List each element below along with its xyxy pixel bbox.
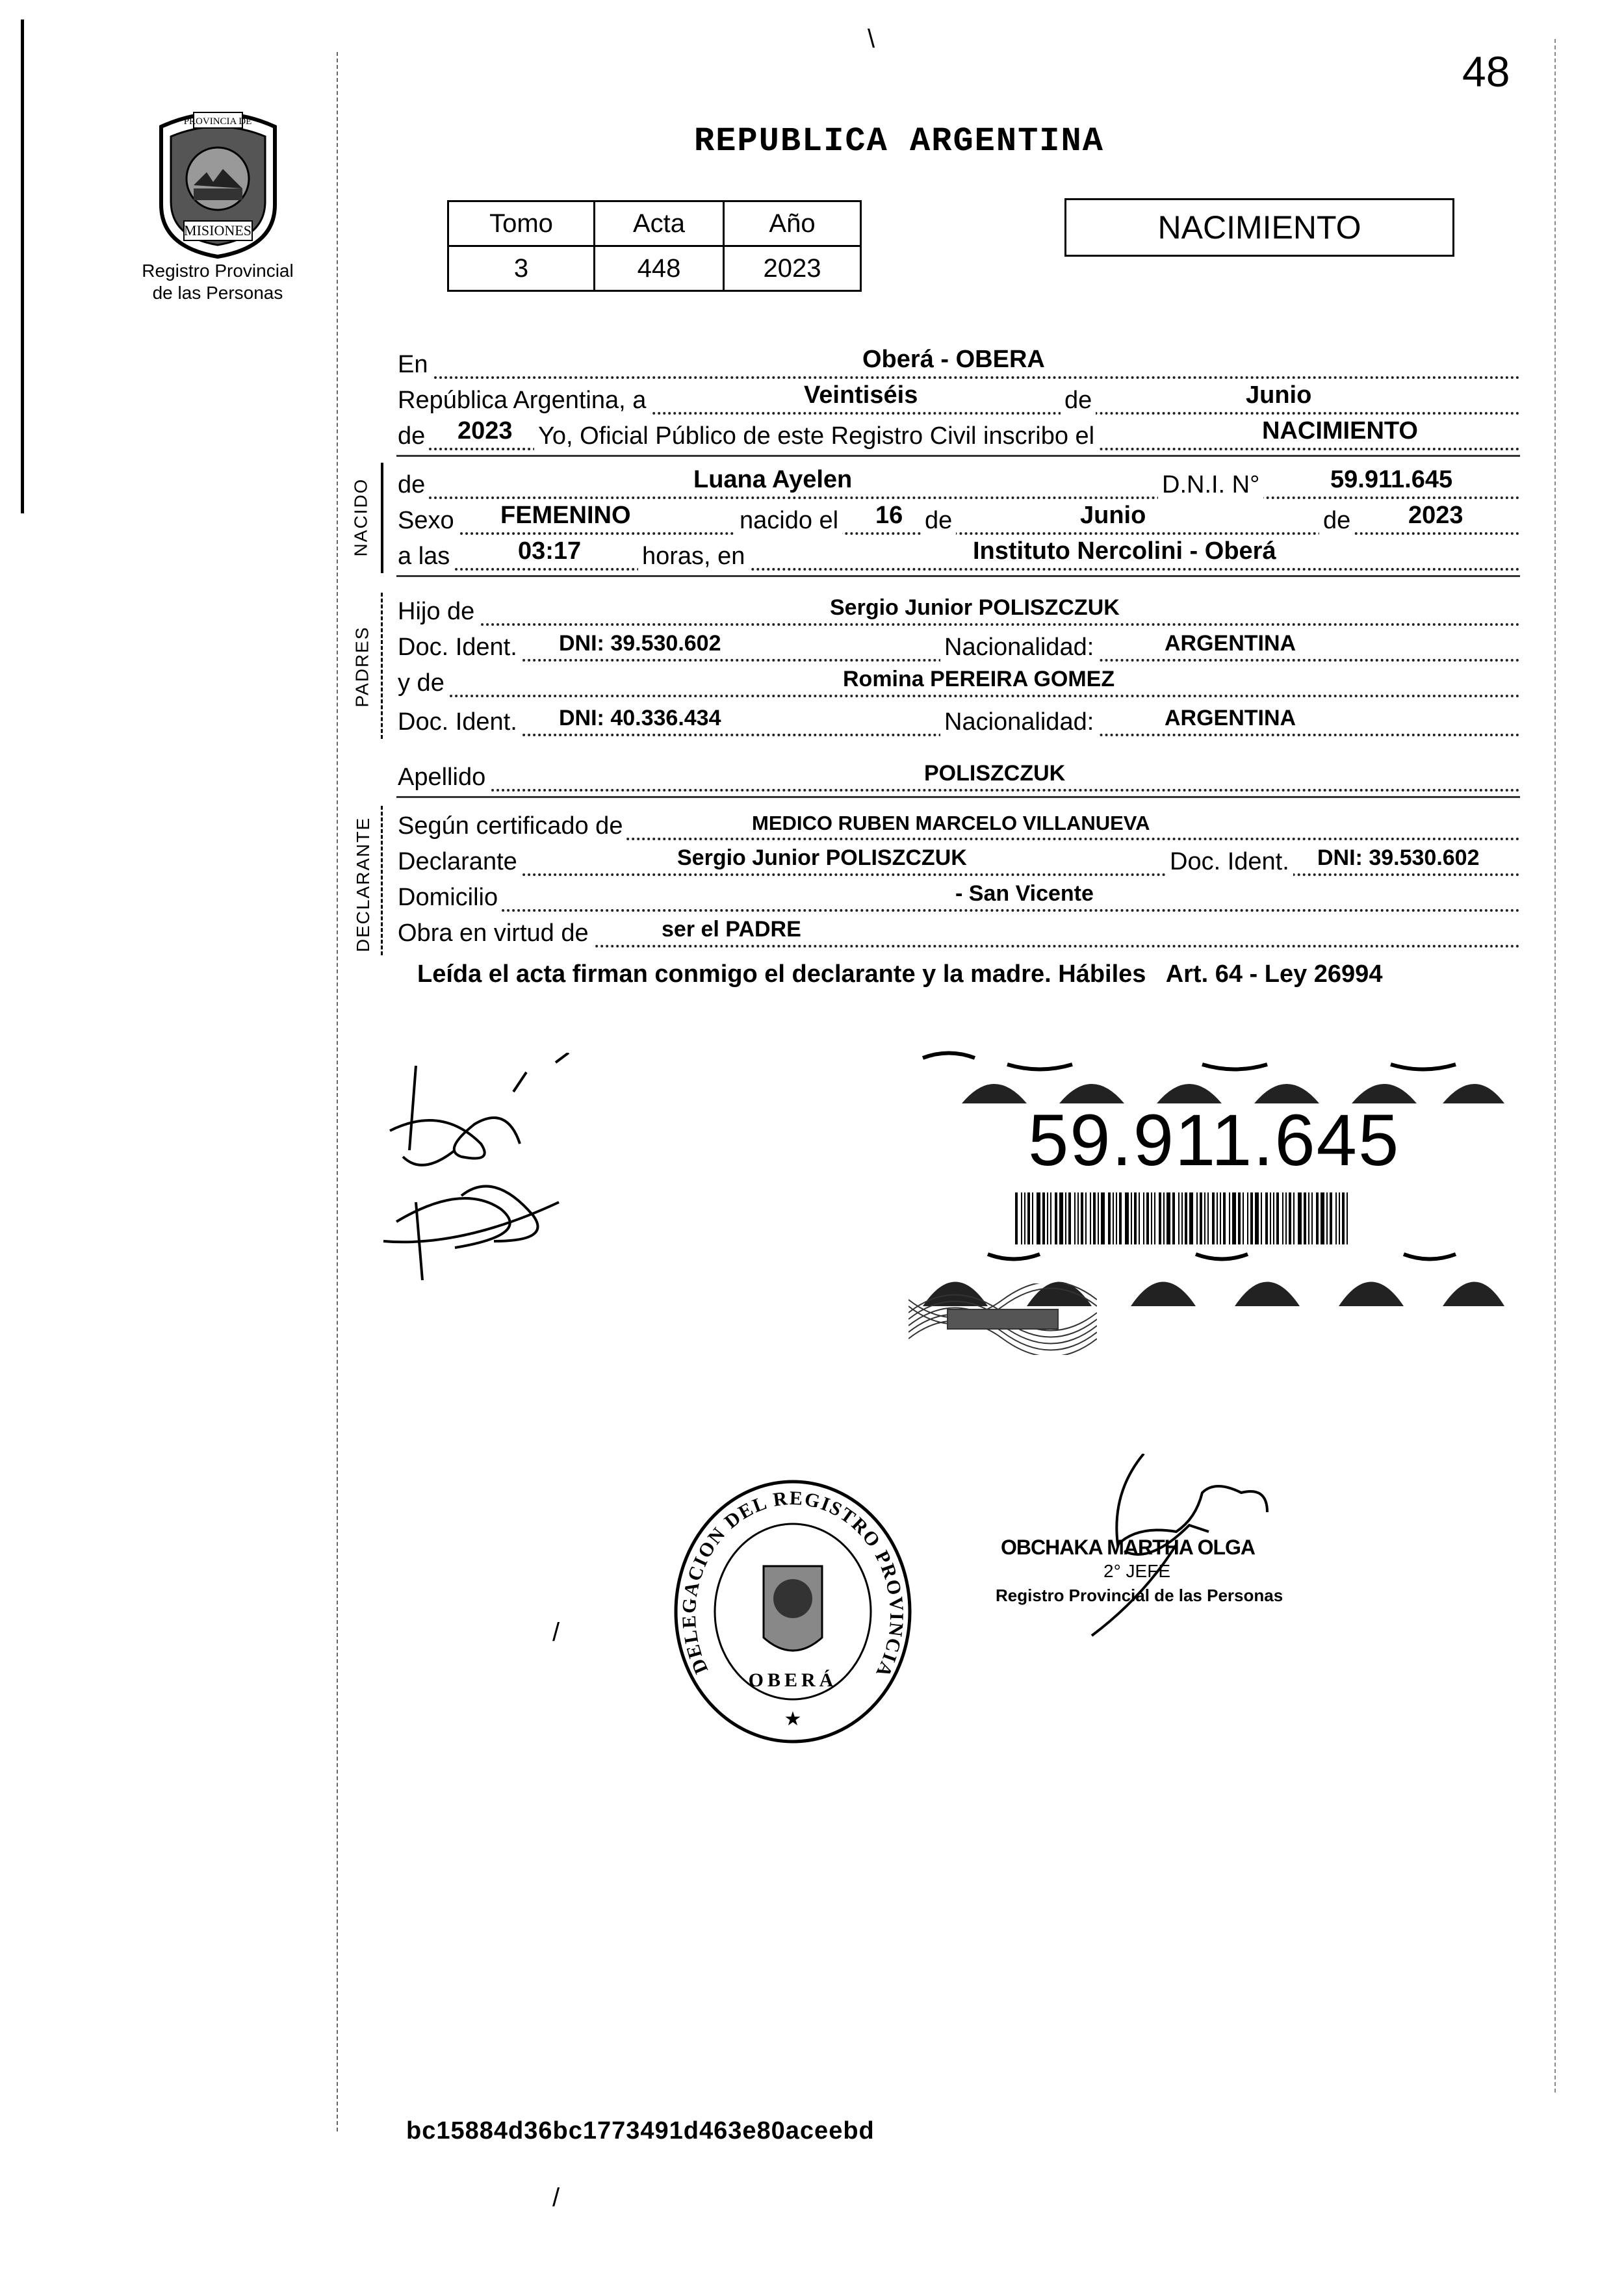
declarante-name: Sergio Junior POLISZCZUK	[677, 845, 967, 870]
barcode-bar	[1081, 1192, 1083, 1244]
logo-bottom-text: MISIONES	[184, 222, 251, 238]
nacido-bracket	[381, 463, 383, 573]
nacido-de-label3: de	[1319, 507, 1354, 535]
dni-stamp-number: 59.911.645	[1028, 1100, 1400, 1181]
barcode-bar	[1289, 1192, 1291, 1244]
registry-name	[110, 260, 325, 304]
row-domicilio	[398, 881, 1520, 914]
barcode-bar	[1093, 1192, 1096, 1244]
barcode-bar	[1261, 1192, 1262, 1244]
barcode-bar	[1131, 1192, 1132, 1244]
barcode-bar	[1037, 1192, 1040, 1244]
apellido-label: Apellido	[398, 764, 489, 792]
barcode-bar	[1065, 1192, 1066, 1244]
barcode-bar	[1273, 1192, 1274, 1244]
month-value: Junio	[1246, 381, 1312, 409]
declarante-doc-label: Doc. Ident.	[1166, 848, 1293, 876]
declarante-label: Declarante	[398, 848, 521, 876]
barcode-bar	[1304, 1192, 1306, 1244]
declarante-bracket	[381, 806, 383, 955]
cert-label: Según certificado de	[398, 812, 626, 840]
mother-nac-label: Nacionalidad:	[940, 708, 1098, 736]
row-certificate	[398, 809, 1520, 843]
row-mother	[398, 666, 1520, 700]
barcode-bar	[1200, 1192, 1202, 1244]
closing-text: Leída el acta firman conmigo el declarante y la madre. Hábiles	[417, 960, 1146, 988]
barcode-bar	[1159, 1192, 1161, 1244]
acta-header: Acta	[595, 201, 724, 246]
barcode-bar	[1204, 1192, 1205, 1244]
apellido-value: POLISZCZUK	[924, 761, 1066, 786]
row-father	[398, 595, 1520, 628]
center-margin-line	[337, 52, 338, 2131]
row-apellido	[398, 760, 1520, 794]
father-nationality: ARGENTINA	[1165, 631, 1296, 656]
barcode-bar	[1321, 1192, 1324, 1244]
barcode-bar	[1068, 1192, 1071, 1244]
father-doc: DNI: 39.530.602	[559, 631, 721, 656]
row-father-doc	[398, 630, 1520, 664]
barcode-bar	[1326, 1192, 1328, 1244]
official-seal	[669, 1475, 916, 1748]
row-place	[398, 348, 1520, 381]
barcode-bar	[1276, 1192, 1279, 1244]
barcode-bar	[1265, 1192, 1268, 1244]
barcode-bar	[1232, 1192, 1236, 1244]
barcode-bar	[1047, 1192, 1048, 1244]
separator-line	[396, 455, 1520, 457]
official-title: 2° JEFE	[1103, 1561, 1171, 1581]
barcode-bar	[1024, 1192, 1025, 1244]
closing-law: Art. 64 - Ley 26994	[1165, 960, 1383, 988]
seal-ring-text: DELEGACION DEL REGISTRO PROVINCIA	[678, 1487, 908, 1682]
dni-label: D.N.I. N°	[1158, 471, 1263, 499]
barcode-bar	[1074, 1192, 1076, 1244]
barcode-bar	[1255, 1192, 1259, 1244]
barcode-bar	[1166, 1192, 1170, 1244]
father-nac-label: Nacionalidad:	[940, 634, 1098, 662]
stray-mark: /	[552, 2183, 560, 2212]
acta-kind-value: NACIMIENTO	[1262, 417, 1418, 444]
barcode-bar	[1308, 1192, 1309, 1244]
obra-label: Obra en virtud de	[398, 920, 593, 947]
de-label: de	[1061, 387, 1096, 415]
barcode-bar	[1108, 1192, 1111, 1244]
barcode-bar	[1154, 1192, 1155, 1244]
mother-doc: DNI: 40.336.434	[559, 706, 721, 730]
barcode-bar	[1220, 1192, 1221, 1244]
barcode-bar	[1212, 1192, 1215, 1244]
sexo-label: Sexo	[398, 507, 458, 535]
mother-name: Romina PEREIRA GOMEZ	[843, 667, 1115, 691]
obra-value: ser el PADRE	[662, 917, 801, 942]
inscribo-label: Yo, Oficial Público de este Registro Civil inscribo el	[534, 422, 1098, 450]
barcode-bar	[1077, 1192, 1079, 1244]
acta-type-box: NACIMIENTO	[1064, 198, 1454, 257]
barcode-bar	[1335, 1192, 1337, 1244]
barcode-bar	[1189, 1192, 1193, 1244]
barcode-bar	[1172, 1192, 1175, 1244]
nacido-de-label: de	[398, 471, 429, 499]
barcode-bar	[1339, 1192, 1340, 1244]
barcode-bar	[1311, 1192, 1313, 1244]
barcode-bar	[1163, 1192, 1165, 1244]
nacido-el-label: nacido el	[736, 507, 842, 535]
barcode-bar	[1196, 1192, 1198, 1244]
barcode-bar	[1085, 1192, 1087, 1244]
barcode-bar	[1238, 1192, 1241, 1244]
child-name: Luana Ayelen	[693, 466, 853, 493]
sexo-value: FEMENINO	[500, 502, 631, 529]
a-las-label: a las	[398, 543, 454, 571]
birth-place: Instituto Nercolini - Oberá	[973, 537, 1276, 565]
barcode-bar	[1229, 1192, 1230, 1244]
padres-section-label: PADRES	[352, 626, 372, 708]
tomo-header: Tomo	[448, 201, 595, 246]
barcode-bar	[1139, 1192, 1140, 1244]
declarante-doc: DNI: 39.530.602	[1317, 845, 1480, 870]
barcode-bar	[1181, 1192, 1183, 1244]
yde-label: y de	[398, 669, 448, 697]
row-sexo	[398, 504, 1520, 537]
barcode-bar	[1113, 1192, 1114, 1244]
time-value: 03:17	[518, 537, 582, 565]
barcode-bar	[1330, 1192, 1332, 1244]
barcode-bar	[1243, 1192, 1244, 1244]
father-name: Sergio Junior POLISZCZUK	[830, 595, 1120, 620]
signatures-declarante-madre	[364, 1053, 578, 1293]
page-title: REPUBLICA ARGENTINA	[694, 122, 1104, 161]
barcode-bar	[1050, 1192, 1051, 1244]
row-date	[398, 383, 1520, 417]
domicilio-value: - San Vicente	[955, 881, 1094, 906]
row-inscribo	[398, 419, 1520, 453]
father-doc-label: Doc. Ident.	[398, 634, 521, 662]
place-value: Oberá - OBERA	[862, 346, 1045, 373]
republica-label: República Argentina, a	[398, 387, 650, 415]
hologram-pattern	[909, 1283, 1097, 1355]
barcode-bar	[1207, 1192, 1209, 1244]
official-office: Registro Provincial de las Personas	[996, 1586, 1283, 1605]
nacido-section-label: NACIDO	[350, 478, 371, 557]
hijo-label: Hijo de	[398, 598, 478, 626]
barcode-bar	[1293, 1192, 1295, 1244]
dni-value: 59.911.645	[1330, 466, 1453, 493]
row-name	[398, 468, 1520, 502]
registry-name-line2: de las Personas	[152, 283, 283, 303]
barcode-bar	[1055, 1192, 1057, 1244]
horas-label: horas, en	[638, 543, 749, 571]
birth-year: 2023	[1408, 502, 1463, 529]
row-obra	[398, 916, 1520, 950]
barcode-bar	[1101, 1192, 1105, 1244]
barcode-bar	[1098, 1192, 1099, 1244]
barcode-bar	[1032, 1192, 1033, 1244]
reference-table	[447, 200, 862, 292]
barcode-bar	[1116, 1192, 1117, 1244]
birth-day: 16	[875, 502, 903, 529]
barcode-bar	[1223, 1192, 1226, 1244]
mother-nationality: ARGENTINA	[1165, 706, 1296, 730]
document-hash: bc15884d36bc1773491d463e80aceebd	[406, 2117, 875, 2144]
barcode-bar	[1178, 1192, 1179, 1244]
barcode-bar	[1151, 1192, 1152, 1244]
barcode-bar	[1298, 1192, 1302, 1244]
acta-value: 448	[595, 246, 724, 291]
barcode-bar	[1185, 1192, 1187, 1244]
tomo-value: 3	[448, 246, 595, 291]
stray-mark: /	[552, 1618, 560, 1647]
anio-header: Año	[724, 201, 861, 246]
logo-top-text: PROVINCIA DE	[183, 116, 252, 127]
right-margin-line	[1554, 39, 1556, 2092]
barcode-bar	[1090, 1192, 1091, 1244]
barcode-bar	[1059, 1192, 1063, 1244]
separator-line	[396, 796, 1520, 798]
year-value: 2023	[458, 417, 513, 444]
barcode-bar	[1143, 1192, 1144, 1244]
official-name: OBCHAKA MARTHA OLGA	[1001, 1536, 1256, 1559]
barcode	[1015, 1192, 1353, 1244]
anio-value: 2023	[724, 246, 861, 291]
barcode-bar	[1217, 1192, 1218, 1244]
separator-line	[396, 575, 1520, 577]
certificate-value: MEDICO RUBEN MARCELO VILLANUEVA	[752, 812, 1150, 834]
barcode-bar	[1342, 1192, 1345, 1244]
padres-bracket	[381, 593, 383, 739]
barcode-bar	[1316, 1192, 1319, 1244]
province-logo	[148, 107, 288, 260]
stray-mark: \	[868, 25, 875, 53]
left-margin-bar	[21, 19, 24, 513]
barcode-bar	[1125, 1192, 1129, 1244]
barcode-bar	[1347, 1192, 1348, 1244]
de2-label: de	[398, 422, 429, 450]
barcode-bar	[1134, 1192, 1137, 1244]
barcode-bar	[1250, 1192, 1253, 1244]
barcode-bar	[1027, 1192, 1030, 1244]
barcode-bar	[1285, 1192, 1287, 1244]
row-time	[398, 539, 1520, 573]
barcode-bar	[1015, 1192, 1018, 1244]
birth-month: Junio	[1080, 502, 1146, 529]
barcode-bar	[1021, 1192, 1022, 1244]
seal-star-icon: ★	[784, 1708, 802, 1730]
barcode-bar	[1247, 1192, 1248, 1244]
row-declarante	[398, 845, 1520, 879]
en-label: En	[398, 351, 432, 379]
seal-city: OBERÁ	[748, 1669, 838, 1691]
barcode-bar	[1282, 1192, 1283, 1244]
declarante-section-label: DECLARANTE	[353, 816, 374, 953]
barcode-bar	[1146, 1192, 1149, 1244]
barcode-bar	[1270, 1192, 1271, 1244]
row-mother-doc	[398, 705, 1520, 739]
barcode-bar	[1119, 1192, 1122, 1244]
registry-name-line1: Registro Provincial	[142, 261, 294, 281]
page-number: 48	[1462, 47, 1510, 96]
mother-doc-label: Doc. Ident.	[398, 708, 521, 736]
domicilio-label: Domicilio	[398, 884, 502, 912]
closing-statement	[417, 959, 1509, 990]
day-value: Veintiséis	[804, 381, 918, 409]
barcode-bar	[1042, 1192, 1045, 1244]
nacido-de-label2: de	[921, 507, 956, 535]
